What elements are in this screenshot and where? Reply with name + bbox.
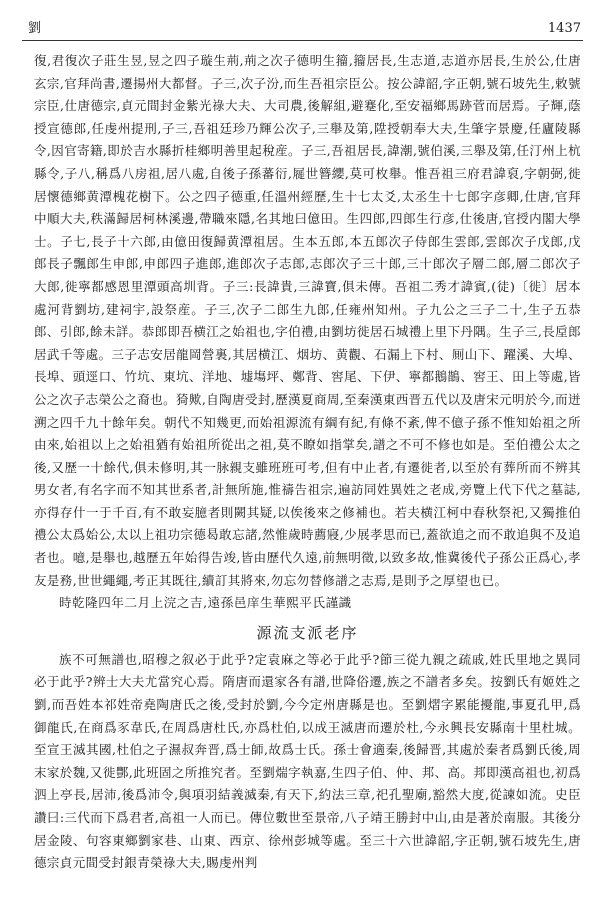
body-text xyxy=(34,50,581,875)
section-heading: 源流支派老序 xyxy=(256,623,359,642)
preface-paragraph-continued: 復,君復次子莊生昱,昱之四子璇生荊,荊之次子德明生籀,籀居長,生志道,志道亦居長,生於公,仕唐玄宗,官拜尚書,遷揚州大都督。子三,次子汾,而生吾祖宗臣公。按公諱韶,字正朝,號石坡先生,敕號宗臣,仕唐德宗,貞元間封金紫光祿大夫、大司農,後解組,避蹇化,至安福鄉馬跡菅而居焉。子輝,蔭授宣德郎,任虔州提刑,子三,吾祖廷珍乃輝公次子,三舉及第,陞授朝奉大夫,生肇字景慶,任廬陵縣令,因官寄籍,即於吉水縣折桂鄉明善里起稅産。子三,吾祖居長,諱潮,號伯溪,三舉及第,任汀州上杭縣令,子八,稱爲八房祖,居八處,自後子孫蕃衍,屣世簪纓,莫可枚舉。惟吾祖三府君諱裒,字朝弼,徙居懷德鄉黄潭槐花樹下。公之四子德重,任溫州經歷,生十七太爻,太丞生十七郎字彦卿,仕唐,官拜中順大夫,秩滿歸居柯林溪邊,帶職來隱,名其地曰億田。生四郎,四郎生行彦,仕後唐,官授内閣大學士。子七,長子十六郎,由億田復歸黄潭祖居。生本五郎,本五郎次子侍郎生雲郎,雲郎次子戊郎,戊郎長子飄郎生申郎,申郎四子進郎,進郎次子志郎,志郎次子三十郎,三十郎次子層二郎,層二郎次子大郎,徙寧都感恩里潭頭高圳背。子三:長諱貴,三諱寶,俱未傳。吾祖二秀才諱賓,(徒)〔徙〕居本處河背劉坊,建祠宇,設祭産。子三,次子二郎生九郎,任雍州知州。子九公之三子二十,生子五恭郎、引郎,餘未詳。恭郎即吾横江之始祖也,字伯禮,由劉坊徙居石城禮上里下丹隅。生子三,長垕郎居武千等處。三子志安居龍岡營裏,其居横江、烟坊、黄觀、石漏上下村、厠山下、躍溪、大埠、長埠、頭逕口、竹坑、東坑、洋地、墟塲坪、鄭背、窖尾、下伊、寧都鵝鵲、窖王、田上等處,皆公之次子志榮公之裔也。猗歟,自陶唐受封,歷漢夏商周,至秦漢東西晋五代以及唐宋元明於今,而迸溯之四千九十餘年矣。朝代不知幾更,而始祖源流有綱有紀,有條不紊,俾不億子孫不惟知始祖之所由來,始祖以上之始祖猶有始祖所從出之祖,莫不瞭如指掌矣,譜之不可不修也如是。至伯禮公太之後,又歷一十餘代,俱未修明,其一脉親支雖班班可考,但有中止者,有遷徙者,以至於有葬所而不辨其男女者,有名字而不知其世系者,計無所施,惟禱告祖宗,遍訪同姓異姓之老成,旁覽上代下代之墓誌,亦得存什一于千百,有不敢妄臆者則闕其疑,以俟後來之修補也。若夫横江柯中春秋祭祀,又獨推伯禮公太爲始公,太以上祖功宗德曷敢忘諸,然惟歲時薦寢,少展孝思而已,蓋欲追之而不敢追與不及追者也。噫,是舉也,越歷五年始得告竣,皆由歷代久遠,前無明徵,以致多故,惟冀後代子孫公正爲心,孝友是務,世世繩繩,考正其既往,續訂其將來,勿忘勿替修譜之志焉,是則予之厚望也已。 xyxy=(34,53,581,588)
page-number: 1437 xyxy=(547,21,581,36)
header-divider xyxy=(22,40,583,41)
header-surname: 劉 xyxy=(28,21,42,36)
preface-signature: 時乾隆四年二月上浣之吉,遠孫邑庠生華熙平氏謹識 xyxy=(59,595,352,611)
running-header xyxy=(28,14,581,36)
old-preface-paragraph: 族不可無譜也,昭穆之叙必于此乎?定袁麻之等必于此乎?節三從九親之疏戚,姓氏里地之異同必于此乎?辨士大夫尤當究心焉。隋唐而還家各有譜,世降俗遷,族之不譜者多矣。按劉氏有姬姓之劉,而吾姓本祁姓帝堯陶唐氏之後,受封於劉,今今定州唐縣是也。至劉熠字累能擾龍,事夏孔甲,爲御龍氏,在商爲豕韋氏,在周爲唐杜氏,亦爲杜伯,以成王滅唐而遷於杜,今永興長安縣南十里杜城。至宣王滅其國,杜伯之子濕叔奔晋,爲士師,故爲士氏。孫士會適秦,後歸晋,其處於秦者爲劉氏後,周末家於魏,又徙酆,此班固之所推究者。至劉煓字執嘉,生四子伯、仲、邦、高。邦即漢高祖也,初爲泗上亭長,居沛,後爲沛令,與項羽結義滅秦,有天下,約法三章,祀孔聖廟,豁然大度,從諫如流。史臣讚曰:三代而下爲君者,高祖一人而已。傳位數世至景帝,八子靖王勝封中山,由是著於南服。其後分居金陵、句容東鄉劉家巷、山東、西京、徐州彭城等處。至三十六世諱韶,字正朝,號石坡先生,唐德宗貞元間受封銀青榮祿大夫,賜虔州判 xyxy=(34,651,581,871)
